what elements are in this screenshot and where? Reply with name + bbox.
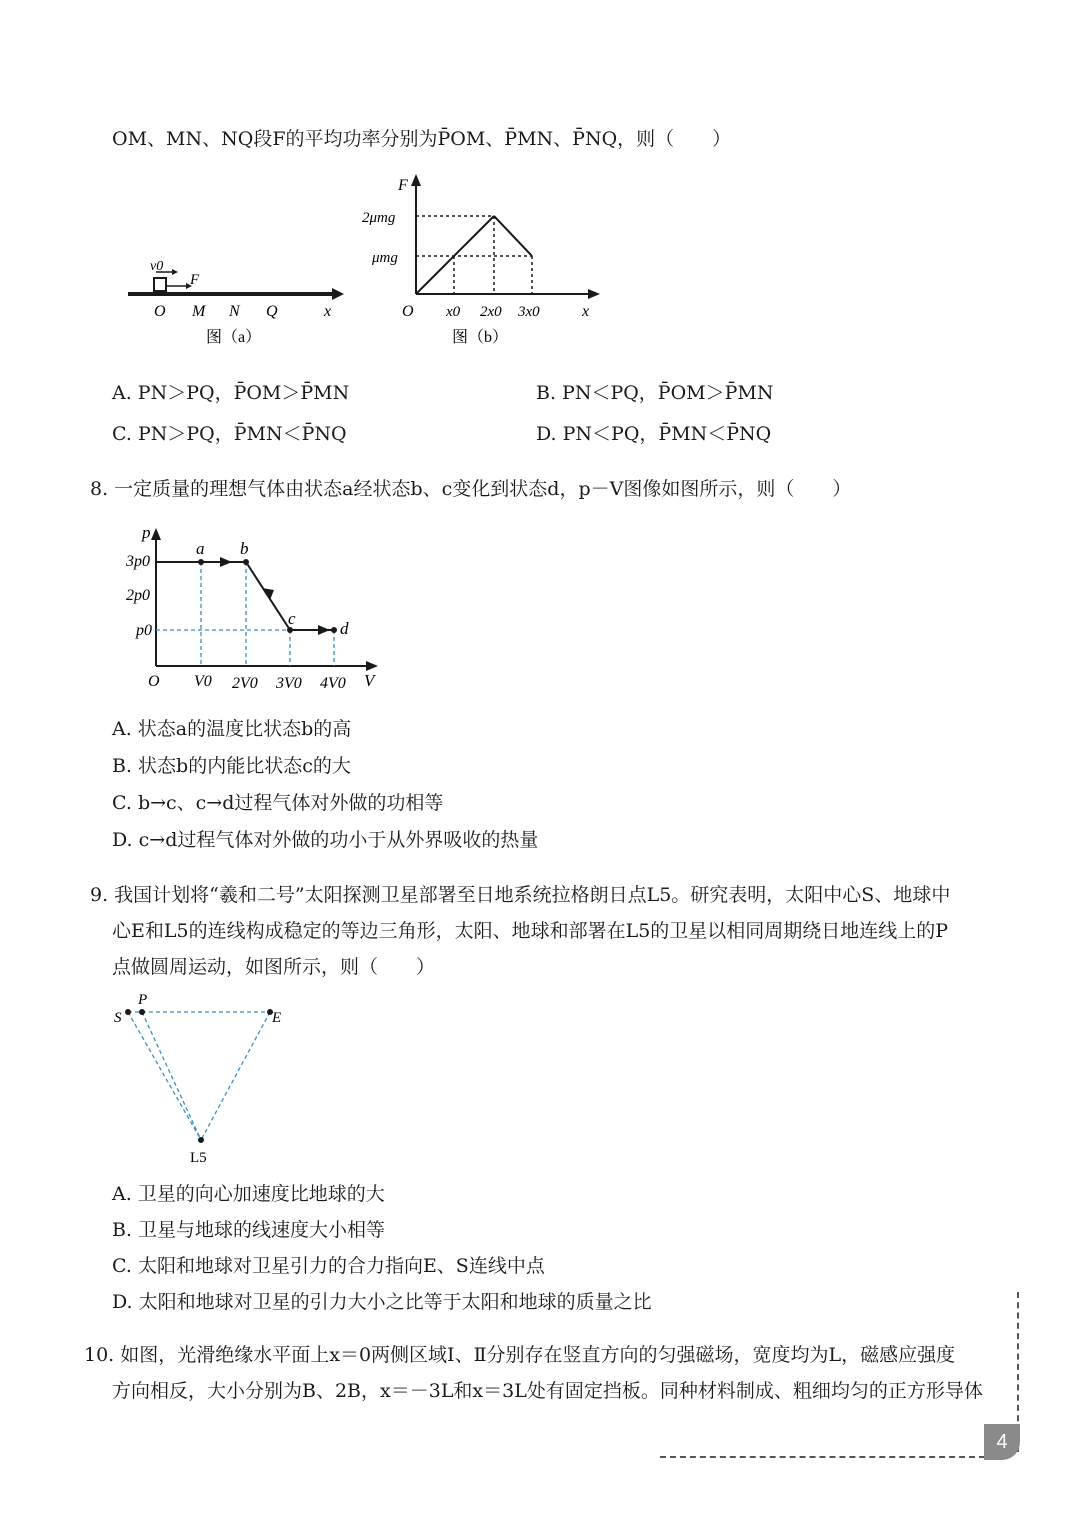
fig-b-y2: μmg bbox=[372, 250, 398, 266]
fig-b-O: O bbox=[402, 303, 414, 320]
q8-option-b: B. 状态b的内能比状态c的大 bbox=[112, 755, 351, 777]
q9-option-d: D. 太阳和地球对卫星的引力大小之比等于太阳和地球的质量之比 bbox=[112, 1291, 652, 1313]
fig-a-Q: Q bbox=[266, 303, 278, 320]
fig-a-x: x bbox=[324, 303, 332, 320]
pv-tick-4v0: 4V0 bbox=[320, 675, 346, 692]
fig-b-x1: x0 bbox=[446, 304, 461, 320]
q9-stem-line1: 9. 我国计划将“羲和二号”太阳探测卫星部署至日地系统拉格朗日点L5。研究表明，太阳中心S、地球中 bbox=[90, 884, 951, 906]
fig-a-caption: 图（a） bbox=[206, 329, 262, 346]
pv-tick-2v0: 2V0 bbox=[232, 675, 258, 692]
q9-stem-line2: 心E和L5的连线构成稳定的等边三角形，太阳、地球和部署在L5的卫星以相同周期绕日地连线上的P bbox=[112, 920, 949, 942]
pv-tick-3p0: 3p0 bbox=[126, 553, 150, 570]
pv-state-a: a bbox=[196, 539, 205, 558]
fig-b-caption: 图（b） bbox=[452, 329, 509, 346]
fig-a-v0: v0 bbox=[150, 259, 164, 274]
fig-a-F: F bbox=[190, 272, 200, 288]
q10-stem-line1: 10. 如图，光滑绝缘水平面上x＝0两侧区域Ⅰ、Ⅱ分别存在竖直方向的匀强磁场，宽度均为L，磁感应强度 bbox=[84, 1344, 956, 1366]
fig-b-x: x bbox=[582, 303, 590, 320]
tri-label-l5: L5 bbox=[190, 1150, 207, 1166]
q7-stem: OM、MN、NQ段F的平均功率分别为P̄OM、P̄MN、P̄NQ，则（ ） bbox=[112, 128, 732, 150]
q8-option-a: A. 状态a的温度比状态b的高 bbox=[112, 718, 352, 740]
q8-option-d: D. c→d过程气体对外做的功小于从外界吸收的热量 bbox=[112, 829, 539, 851]
q7-figure-a bbox=[120, 248, 350, 348]
tri-label-s: S bbox=[114, 1010, 122, 1026]
fig-b-F: F bbox=[398, 177, 408, 194]
pv-tick-v0: V0 bbox=[194, 673, 212, 690]
q7-option-d: D. PN＜PQ，P̄MN＜P̄NQ bbox=[536, 423, 772, 445]
pv-origin: O bbox=[148, 673, 160, 690]
q7-option-a: A. PN＞PQ，P̄OM＞P̄MN bbox=[112, 382, 350, 404]
q7-option-c: C. PN＞PQ，P̄MN＜P̄NQ bbox=[112, 423, 347, 445]
fig-b-y1: 2μmg bbox=[362, 210, 396, 226]
q8-option-c: C. b→c、c→d过程气体对外做的功相等 bbox=[112, 792, 444, 814]
pv-state-d: d bbox=[340, 619, 349, 638]
tri-label-p: P bbox=[138, 992, 148, 1008]
q9-triangle-figure bbox=[110, 990, 300, 1170]
fig-b-x2: 2x0 bbox=[480, 304, 502, 320]
q8-pv-graph bbox=[110, 520, 400, 700]
pv-axis-p: p bbox=[142, 523, 151, 542]
fig-a-N: N bbox=[229, 303, 240, 320]
pv-tick-3v0: 3V0 bbox=[276, 675, 302, 692]
page-number: 4 bbox=[984, 1424, 1020, 1460]
fig-a-M: M bbox=[192, 303, 206, 320]
q10-stem-line2: 方向相反，大小分别为B、2B，x＝－3L和x＝3L处有固定挡板。同种材料制成、粗细均匀的正方形导体 bbox=[112, 1380, 983, 1402]
fig-a-O: O bbox=[154, 303, 166, 320]
pv-state-c: c bbox=[288, 609, 296, 628]
q7-figure-b bbox=[360, 170, 610, 350]
pv-axis-v: V bbox=[364, 671, 375, 690]
q9-option-b: B. 卫星与地球的线速度大小相等 bbox=[112, 1219, 386, 1241]
page-bottom-dashes bbox=[660, 1456, 985, 1458]
q8-stem: 8. 一定质量的理想气体由状态a经状态b、c变化到状态d，p－V图像如图所示，则（ ） bbox=[90, 478, 852, 500]
tri-label-e: E bbox=[272, 1010, 282, 1026]
fig-b-x3: 3x0 bbox=[518, 304, 540, 320]
pv-tick-p0: p0 bbox=[136, 622, 152, 639]
pv-state-b: b bbox=[240, 539, 249, 558]
pv-tick-2p0: 2p0 bbox=[126, 587, 150, 604]
q9-option-a: A. 卫星的向心加速度比地球的大 bbox=[112, 1183, 385, 1205]
q9-stem-line3: 点做圆周运动，如图所示，则（ ） bbox=[112, 956, 436, 978]
q9-option-c: C. 太阳和地球对卫星引力的合力指向E、S连线中点 bbox=[112, 1255, 545, 1277]
q7-option-b: B. PN＜PQ，P̄OM＞P̄MN bbox=[536, 382, 774, 404]
